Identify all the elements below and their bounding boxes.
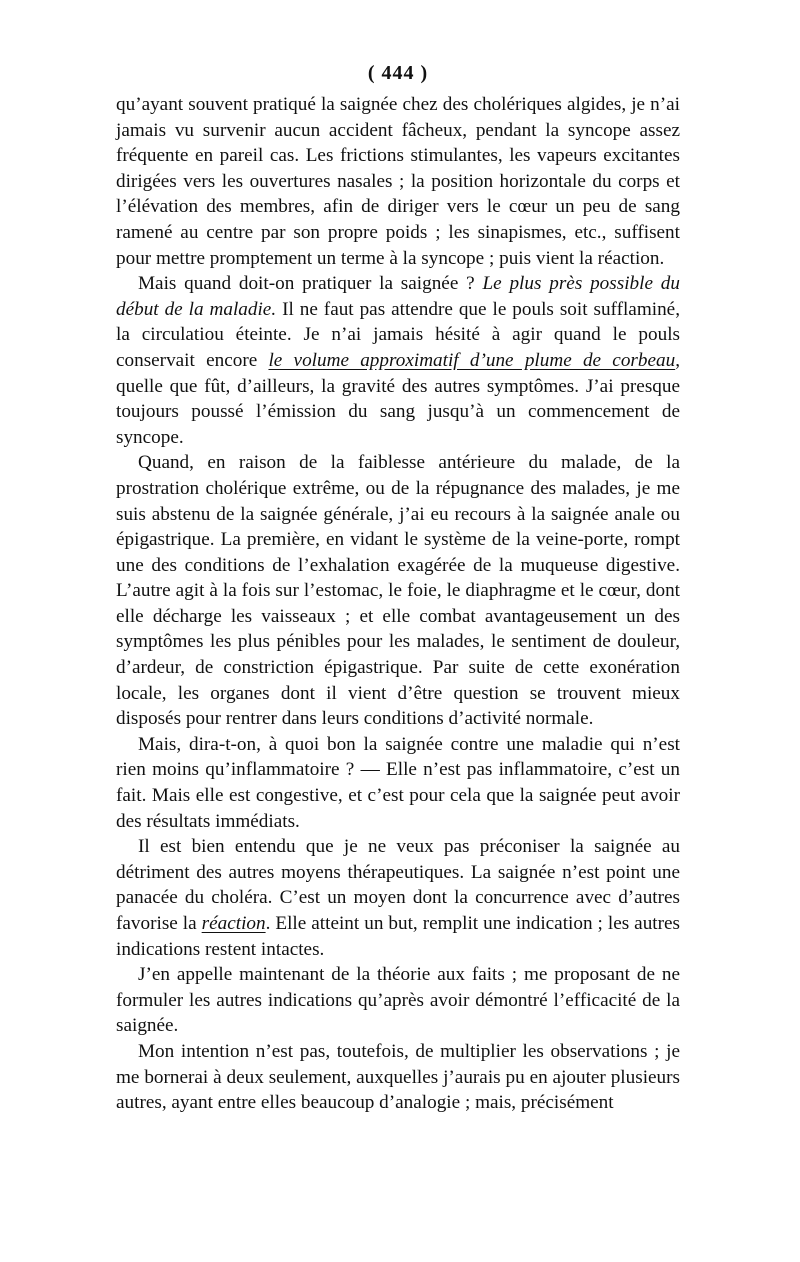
paragraph: [116, 1039, 680, 1116]
paragraph: [116, 834, 680, 962]
italic-text: Le plus près possible du début de la maladie.: [116, 273, 680, 320]
paragraph: [116, 732, 680, 834]
paragraph-text: Mon intention n’est pas, toutefois, de multiplier les observations ; je me bornerai à deux seulement, auxquelles j’aurais pu en ajouter plusieurs autres, ayant entre elles beaucoup d’analogie ; mais, précisément: [116, 1040, 680, 1114]
paragraph-text: Il est bien entendu que je ne veux pas préconiser la saignée au détriment des autres moyens thérapeutiques. La saignée n’est point une panacée du choléra. C’est un moyen dont la concurrence avec d’autres favorise la: [116, 836, 680, 934]
paragraph: [116, 92, 680, 271]
paragraph: [116, 450, 680, 732]
paragraph: [116, 962, 680, 1039]
paragraph-text: Il ne faut pas attendre que le pouls soit sufflaminé, la circulatiou éteinte. Je n’ai jamais hésité à agir quand le pouls conservait encore: [116, 298, 680, 371]
paragraph-text: Quand, en raison de la faiblesse antérieure du malade, de la prostration cholérique extrême, ou de la répugnance des malades, je me suis abstenu de la saignée générale, j’ai eu recours à la saignée anale ou épigastrique. La première, en vidant le système de la veine-porte, rompt une des conditions de l’exhalation exagérée de la muqueuse digestive. L’autre agit à la fois sur l’estomac, le foie, le diaphragme et le cœur, dont elle décharge les vaisseaux ; et elle combat avantageusement un des symptômes les plus pénibles pour les malades, le sentiment de douleur, d’ardeur, de constriction épigastrique. Par suite de cette exonération locale, les organes dont il vient d’être question se trouvent mieux disposés pour rentrer dans leurs conditions d’activité normale.: [116, 452, 680, 730]
italic-underlined-text: le volume approximatif d’une plume de corbeau: [268, 349, 676, 371]
page-number: ( 444 ): [367, 62, 429, 84]
book-page: [116, 60, 680, 1116]
paragraph-text: , quelle que fût, d’ailleurs, la gravité des autres symptômes. J’ai presque toujours poussé l’émission du sang jusqu’à un commencement de syncope.: [116, 349, 680, 448]
paragraph-text: Mais quand doit-on pratiquer la saignée ?: [138, 273, 483, 295]
paragraph-text: qu’ayant souvent pratiqué la saignée chez des cholériques algides, je n’ai jamais vu survenir aucun accident fâcheux, pendant la syncope assez fréquente en pareil cas. Les frictions stimulantes, les vapeurs excitantes dirigées vers les ouvertures nasales ; la position horizontale du corps et l’élévation des membres, afin de diriger vers le cœur un peu de sang ramené au centre par son propre poids ; les sinapismes, etc., suffisent pour mettre promptement un terme à la syncope ; puis vient la réaction.: [116, 94, 680, 269]
italic-underlined-text: réaction: [201, 913, 266, 934]
paragraph-text: . Elle atteint un but, remplit une indication ; les autres indications restent intactes.: [116, 913, 680, 960]
paragraph-text: Mais, dira-t-on, à quoi bon la saignée contre une maladie qui n’est rien moins qu’inflammatoire ? — Elle n’est pas inflammatoire, c’est un fait. Mais elle est congestive, et c’est pour cela que la saignée peut avoir des résultats immédiats.: [116, 733, 680, 832]
paragraph-text: J’en appelle maintenant de la théorie aux faits ; me proposant de ne formuler les autres indications qu’après avoir démontré l’efficacité de la saignée.: [116, 964, 680, 1037]
paragraph: [116, 271, 680, 450]
